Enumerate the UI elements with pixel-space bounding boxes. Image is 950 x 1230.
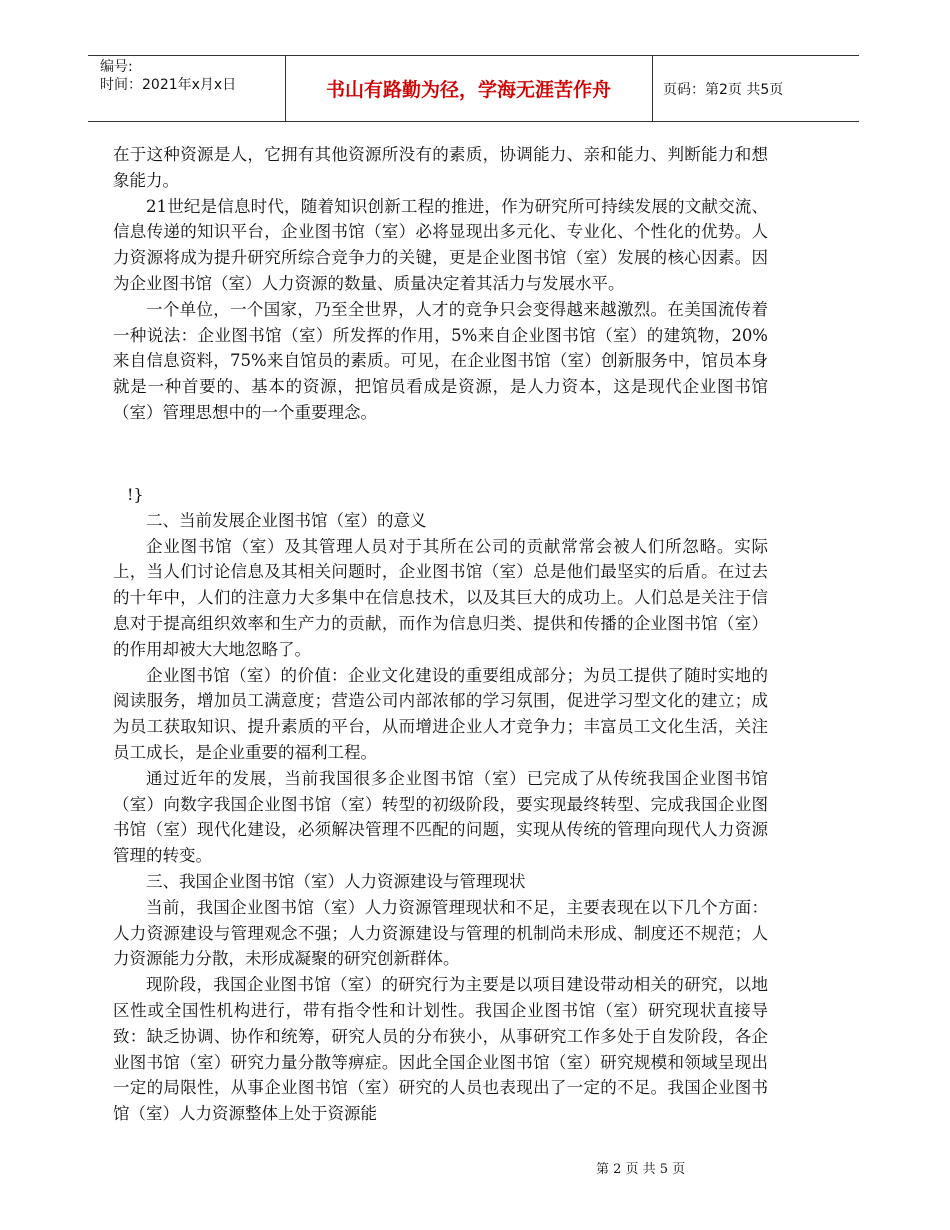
header-meta xyxy=(100,58,236,94)
section-heading-3: 三、我国企业图书馆（室）人力资源建设与管理现状 xyxy=(146,871,526,891)
page-footer: 第 2 页 共 5 页 xyxy=(596,1162,686,1177)
paragraph-5: 企业图书馆（室）的价值：企业文化建设的重要组成部分；为员工提供了随时实地的阅读服务，增加员工满意度；营造公司内部浓郁的学习氛围，促进学习型文化的建立；成为员工获取知识、提升素质的平台，从而增进企业人才竞争力；丰富员工文化生活，关注员工成长，是企业重要的福利工程。 xyxy=(113,665,768,762)
header-page-label: 页码：第2页 共5页 xyxy=(663,81,784,98)
paragraph-6: 通过近年的发展，当前我国很多企业图书馆（室）已完成了从传统我国企业图书馆（室）向数字我国企业图书馆（室）转型的初级阶段，要实现最终转型、完成我国企业图书馆（室）现代化建设，必须解决管理不匹配的问题，实现从传统的管理向现代人力资源管理的转变。 xyxy=(113,768,768,866)
stray-mark: !} xyxy=(127,484,144,504)
paragraph-4: 企业图书馆（室）及其管理人员对于其所在公司的贡献常常会被人们所忽略。实际上，当人们讨论信息及其相关问题时，企业图书馆（室）总是他们最坚实的后盾。在过去的十年中，人们的注意力大多集中在信息技术，以及其巨大的成功上。人们总是关注于信息对于提高组织效率和生产力的贡献，而作为信息归类、提供和传播的企业图书馆（室）的作用却被大大地忽略了。 xyxy=(113,536,768,659)
paragraph-7: 当前，我国企业图书馆（室）人力资源管理现状和不足，主要表现在以下几个方面：人力资源建设与管理观念不强；人力资源建设与管理的机制尚未形成、制度还不规范；人力资源能力分散，未形成凝聚的研究创新群体。 xyxy=(113,897,768,969)
header-motto: 书山有路勤为径，学海无涯苦作舟 xyxy=(325,79,611,101)
blank-gap xyxy=(113,426,768,482)
header-divider-right xyxy=(652,55,653,122)
number-label: 编号: xyxy=(100,59,133,75)
paragraph-3: 一个单位，一个国家，乃至全世界，人才的竞争只会变得越来越激烈。在美国流传着一种说法：企业图书馆（室）所发挥的作用，5%来自企业图书馆（室）的建筑物，20%来自信息资料，75%来自馆员的素质。可见，在企业图书馆（室）创新服务中，馆员本身就是一种首要的、基本的资源，把馆员看成是资源，是人力资本，这是现代企业图书馆（室）管理思想中的一个重要理念。 xyxy=(113,299,768,422)
paragraph-8: 现阶段，我国企业图书馆（室）的研究行为主要是以项目建设带动相关的研究，以地区性或全国性机构进行，带有指令性和计划性。我国企业图书馆（室）研究现状直接导致：缺乏协调、协作和统筹，研究人员的分布狭小，从事研究工作多处于自发阶段，各企业图书馆（室）研究力量分散等痹症。因此全国企业图书馆（室）研究规模和领域呈现出一定的局限性，从事企业图书馆（室）研究的人员也表现出了一定的不足。我国企业图书馆（室）人力资源整体上处于资源能 xyxy=(113,975,768,1124)
section-heading-2: 二、当前发展企业图书馆（室）的意义 xyxy=(146,510,427,530)
paragraph-2: 21世纪是信息时代，随着知识创新工程的推进，作为研究所可持续发展的文献交流、信息传递的知识平台，企业图书馆（室）必将显现出多元化、专业化、个性化的优势。人力资源将成为提升研究所综合竞争力的关键，更是企业图书馆（室）发展的核心因素。因为企业图书馆（室）人力资源的数量、质量决定着其活力与发展水平。 xyxy=(113,196,768,293)
document-body xyxy=(113,142,768,1127)
time-label: 时间：2021年x月x日 xyxy=(100,77,237,93)
paragraph-1: 在于这种资源是人，它拥有其他资源所没有的素质，协调能力、亲和能力、判断能力和想象能力。 xyxy=(113,145,768,190)
